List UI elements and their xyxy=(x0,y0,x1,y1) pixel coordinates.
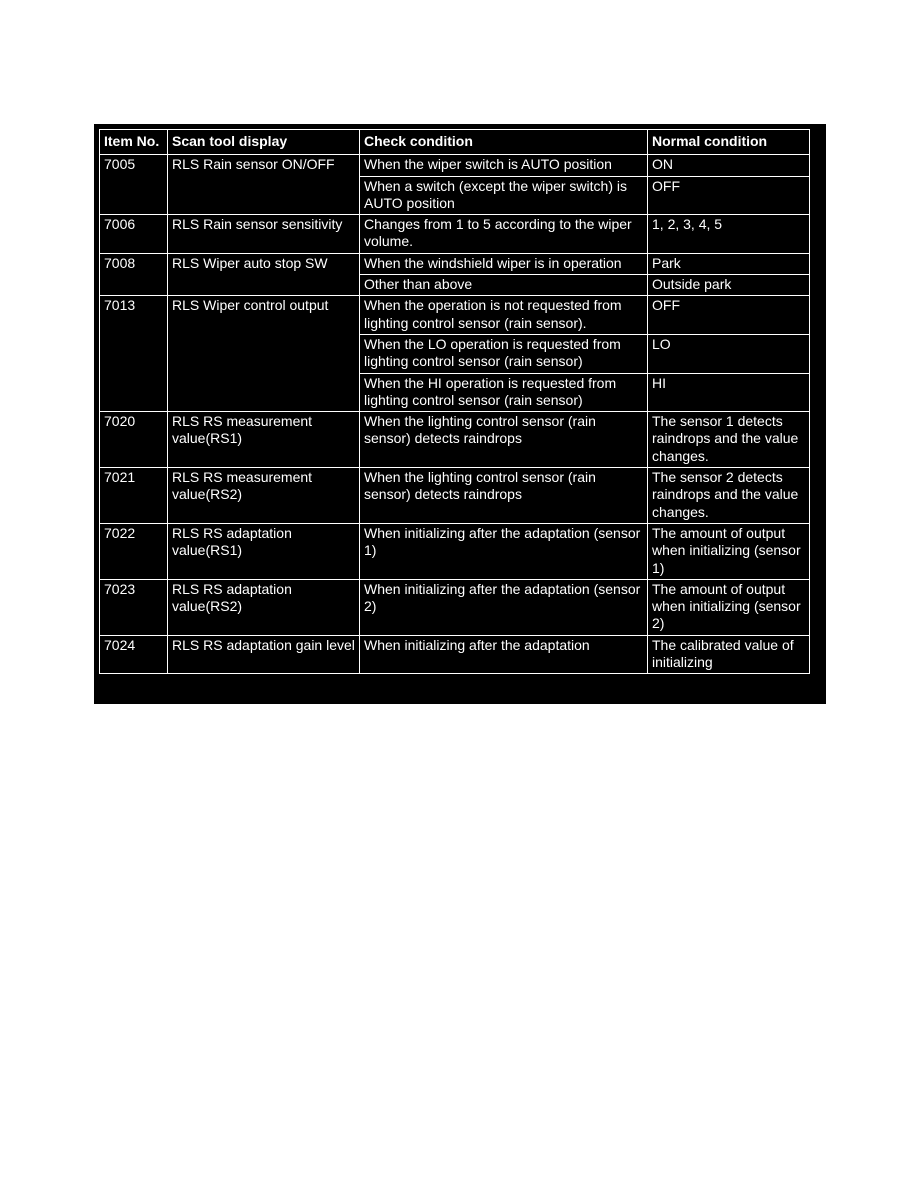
table-row xyxy=(100,468,810,524)
scan-tool-display-cell: RLS RS adaptation gain level xyxy=(168,635,360,674)
item-no-cell: 7013 xyxy=(100,296,168,412)
scan-tool-display-cell: RLS RS adaptation value(RS1) xyxy=(168,523,360,579)
scan-tool-display-cell: RLS Rain sensor sensitivity xyxy=(168,215,360,254)
item-no-cell: 7022 xyxy=(100,523,168,579)
normal-condition-cell: Park xyxy=(648,253,810,274)
normal-condition-cell: The amount of output when initializing (sensor 2) xyxy=(648,579,810,635)
item-no-cell: 7024 xyxy=(100,635,168,674)
header-item-no: Item No. xyxy=(100,130,168,155)
check-condition-cell: When initializing after the adaptation xyxy=(360,635,648,674)
scan-tool-display-cell: RLS RS measurement value(RS2) xyxy=(168,468,360,524)
check-condition-cell: When the lighting control sensor (rain sensor) detects raindrops xyxy=(360,468,648,524)
check-condition-cell: When the windshield wiper is in operation xyxy=(360,253,648,274)
check-condition-cell: When the operation is not requested from lighting control sensor (rain sensor). xyxy=(360,296,648,335)
scan-tool-display-cell: RLS Rain sensor ON/OFF xyxy=(168,155,360,215)
normal-condition-cell: The sensor 1 detects raindrops and the value changes. xyxy=(648,412,810,468)
check-condition-cell: When the wiper switch is AUTO position xyxy=(360,155,648,176)
scan-tool-table-frame xyxy=(94,124,826,704)
scan-tool-display-cell: RLS Wiper control output xyxy=(168,296,360,412)
normal-condition-cell: 1, 2, 3, 4, 5 xyxy=(648,215,810,254)
table-row xyxy=(100,579,810,635)
item-no-cell: 7021 xyxy=(100,468,168,524)
normal-condition-cell: The calibrated value of initializing xyxy=(648,635,810,674)
check-condition-cell: Other than above xyxy=(360,275,648,296)
header-check-condition: Check condition xyxy=(360,130,648,155)
normal-condition-cell: HI xyxy=(648,373,810,412)
scan-tool-display-cell: RLS RS measurement value(RS1) xyxy=(168,412,360,468)
table-row xyxy=(100,296,810,335)
normal-condition-cell: The sensor 2 detects raindrops and the value changes. xyxy=(648,468,810,524)
table-header-row xyxy=(100,130,810,155)
scan-tool-display-cell: RLS RS adaptation value(RS2) xyxy=(168,579,360,635)
table-row xyxy=(100,253,810,274)
check-condition-cell: When the lighting control sensor (rain sensor) detects raindrops xyxy=(360,412,648,468)
header-normal-condition: Normal condition xyxy=(648,130,810,155)
check-condition-cell: When a switch (except the wiper switch) is AUTO position xyxy=(360,176,648,215)
normal-condition-cell: The amount of output when initializing (sensor 1) xyxy=(648,523,810,579)
item-no-cell: 7023 xyxy=(100,579,168,635)
table-row xyxy=(100,635,810,674)
check-condition-cell: When initializing after the adaptation (sensor 2) xyxy=(360,579,648,635)
check-condition-cell: When the HI operation is requested from lighting control sensor (rain sensor) xyxy=(360,373,648,412)
check-condition-cell: Changes from 1 to 5 according to the wiper volume. xyxy=(360,215,648,254)
normal-condition-cell: Outside park xyxy=(648,275,810,296)
normal-condition-cell: OFF xyxy=(648,296,810,335)
table-row xyxy=(100,215,810,254)
check-condition-cell: When the LO operation is requested from lighting control sensor (rain sensor) xyxy=(360,334,648,373)
scan-tool-table xyxy=(99,129,810,674)
item-no-cell: 7008 xyxy=(100,253,168,296)
item-no-cell: 7005 xyxy=(100,155,168,215)
header-scan-tool-display: Scan tool display xyxy=(168,130,360,155)
normal-condition-cell: ON xyxy=(648,155,810,176)
table-row xyxy=(100,412,810,468)
scan-tool-display-cell: RLS Wiper auto stop SW xyxy=(168,253,360,296)
item-no-cell: 7006 xyxy=(100,215,168,254)
normal-condition-cell: OFF xyxy=(648,176,810,215)
normal-condition-cell: LO xyxy=(648,334,810,373)
check-condition-cell: When initializing after the adaptation (sensor 1) xyxy=(360,523,648,579)
table-row xyxy=(100,523,810,579)
table-row xyxy=(100,155,810,176)
item-no-cell: 7020 xyxy=(100,412,168,468)
